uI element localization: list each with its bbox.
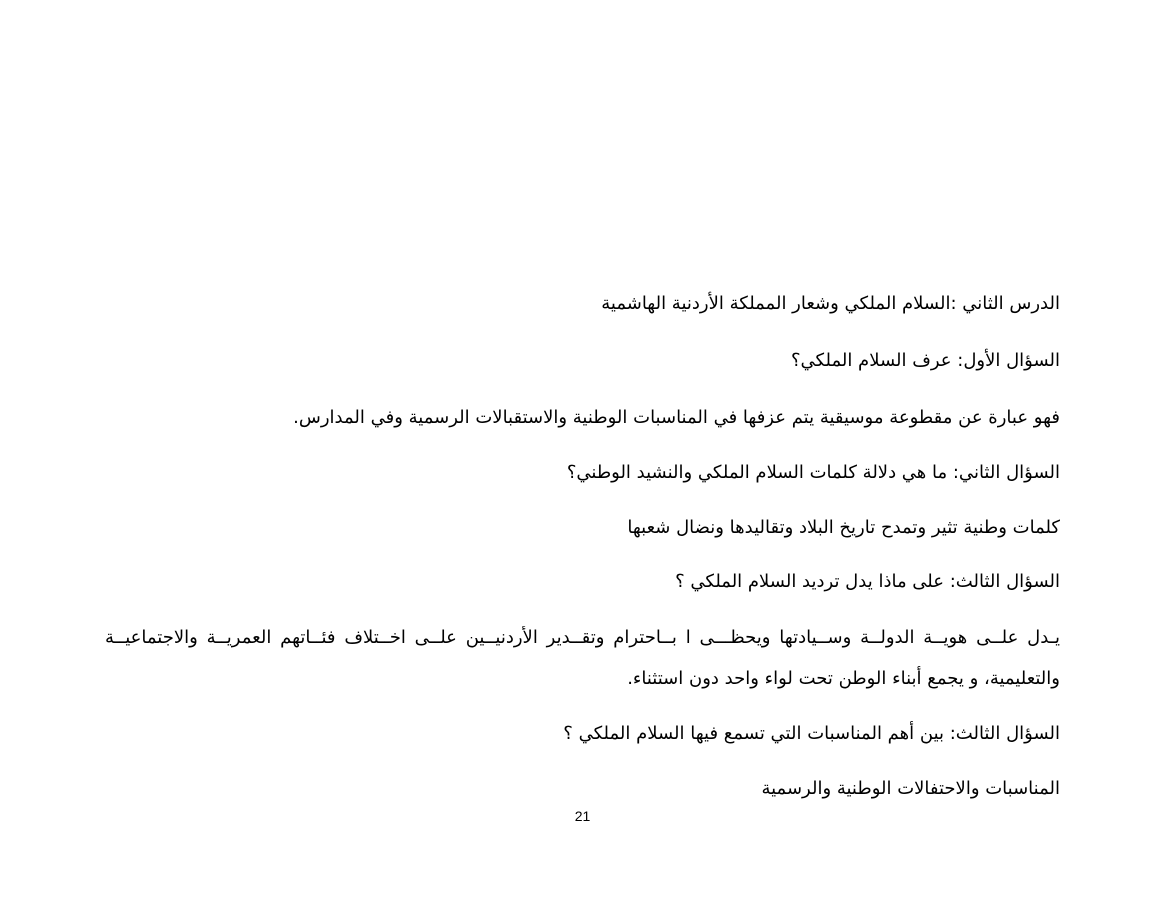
question-4: السؤال الثالث: بين أهم المناسبات التي تسمع فيها السلام الملكي ؟	[563, 723, 1060, 744]
question-2: السؤال الثاني: ما هي دلالة كلمات السلام الملكي والنشيد الوطني؟	[566, 462, 1060, 483]
answer-1: فهو عبارة عن مقطوعة موسيقية يتم عزفها في المناسبات الوطنية والاستقبالات الرسمية وفي المدارس.	[293, 407, 1060, 428]
answer-3-line-1: يـدل علــى هويــة الدولــة وســيادتها ويحظـــى ا بــاحترام وتقــدير الأردنيــين علــى اخــتلاف فئــاتهم العمريــة والاجتماعيــة	[105, 627, 1060, 648]
lesson-title: الدرس الثاني :السلام الملكي وشعار المملكة الأردنية الهاشمية	[601, 293, 1060, 314]
question-1: السؤال الأول: عرف السلام الملكي؟	[790, 350, 1060, 371]
answer-4: المناسبات والاحتفالات الوطنية والرسمية	[761, 778, 1060, 799]
question-3: السؤال الثالث: على ماذا يدل ترديد السلام الملكي ؟	[675, 571, 1060, 592]
page-number: 21	[574, 808, 591, 824]
answer-3-line-2: والتعليمية، و يجمع أبناء الوطن تحت لواء واحد دون استثناء.	[627, 668, 1060, 689]
answer-2: كلمات وطنية تثير وتمدح تاريخ البلاد وتقاليدها ونضال شعبها	[627, 517, 1060, 538]
